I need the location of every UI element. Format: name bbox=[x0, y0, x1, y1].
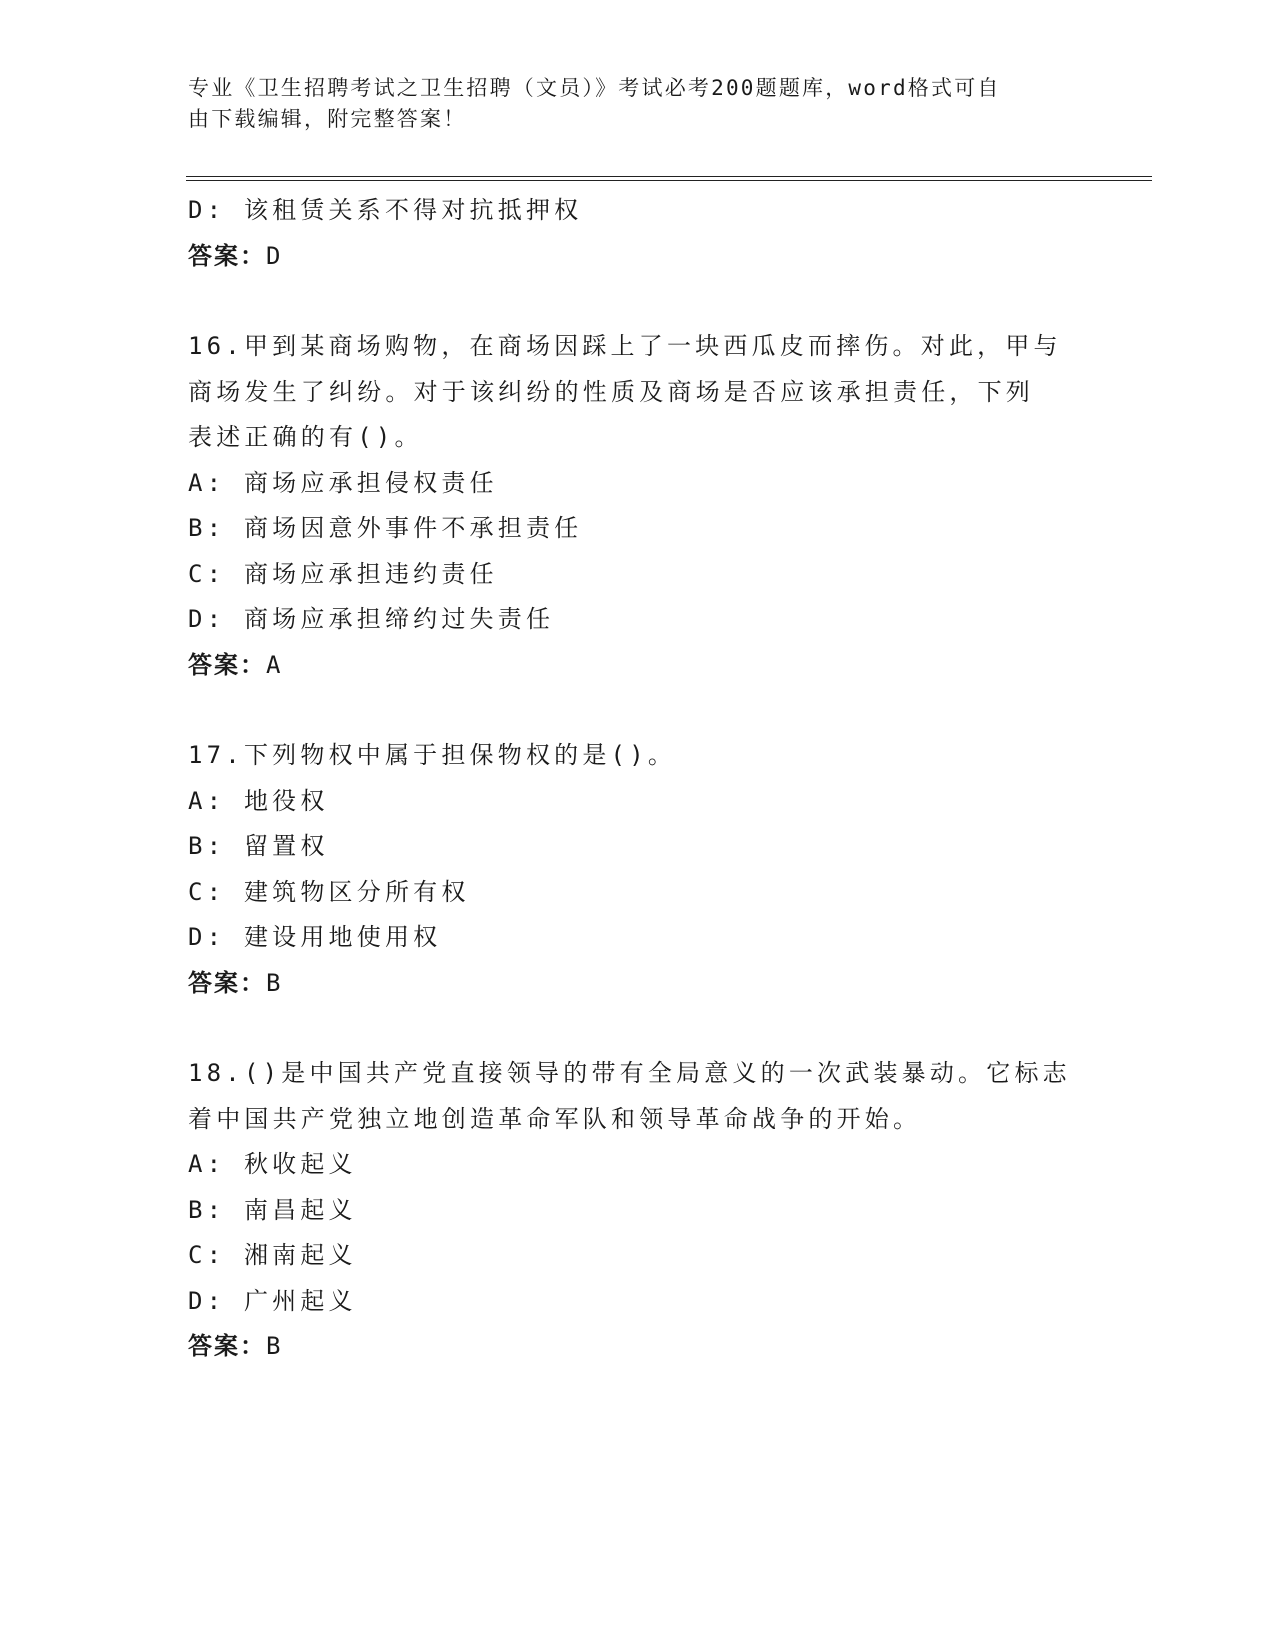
header-line-1: 专业《卫生招聘考试之卫生招聘（文员）》考试必考200题题库，word格式可自 bbox=[188, 76, 1001, 100]
answer bbox=[188, 961, 1088, 1007]
answer-value: A bbox=[266, 650, 283, 679]
option-a: A: 秋收起义 bbox=[188, 1150, 357, 1178]
answer-label: 答案： bbox=[188, 650, 266, 679]
stem-line: 着中国共产党独立地创造革命军队和领导革命战争的开始。 bbox=[188, 1104, 922, 1133]
option-c: C: 建筑物区分所有权 bbox=[188, 877, 470, 906]
answer-value: B bbox=[266, 968, 283, 997]
answer-label: 答案： bbox=[188, 241, 266, 270]
stem-line: 表述正确的有()。 bbox=[188, 423, 423, 451]
option-b: B: 留置权 bbox=[188, 832, 329, 860]
answer-label: 答案： bbox=[188, 968, 266, 997]
question-18 bbox=[188, 1051, 1088, 1370]
question-stem bbox=[188, 733, 1078, 779]
stem-line: 16.甲到某商场购物，在商场因踩上了一块西瓜皮而摔伤。对此，甲与 bbox=[188, 332, 1062, 360]
option-c: C: 湘南起义 bbox=[188, 1241, 357, 1269]
option-b: B: 商场因意外事件不承担责任 bbox=[188, 514, 583, 542]
answer-label: 答案： bbox=[188, 1332, 266, 1360]
answer bbox=[188, 1324, 1088, 1370]
stem-line: 18.()是中国共产党直接领导的带有全局意义的一次武装暴动。它标志 bbox=[188, 1059, 1071, 1087]
question-16 bbox=[188, 324, 1088, 688]
question-stem bbox=[188, 324, 1078, 461]
option-d: D: 广州起义 bbox=[188, 1286, 357, 1315]
question-17 bbox=[188, 733, 1088, 1006]
option-c: C: 商场应承担违约责任 bbox=[188, 559, 498, 588]
header-divider bbox=[186, 176, 1152, 181]
answer-value: B bbox=[266, 1332, 283, 1360]
answer-value: D bbox=[266, 241, 283, 270]
stem-line: 商场发生了纠纷。对于该纠纷的性质及商场是否应该承担责任，下列 bbox=[188, 377, 1034, 406]
option-a: A: 商场应承担侵权责任 bbox=[188, 468, 498, 497]
page-header bbox=[188, 73, 1088, 135]
document-body bbox=[188, 188, 1088, 1370]
stem-line: 17.下列物权中属于担保物权的是()。 bbox=[188, 741, 677, 769]
option-d: D: 建设用地使用权 bbox=[188, 923, 442, 951]
question-stem bbox=[188, 1051, 1078, 1142]
answer bbox=[188, 643, 1088, 689]
header-line-2: 由下载编辑，附完整答案！ bbox=[188, 107, 467, 131]
option-a: A: 地役权 bbox=[188, 786, 329, 815]
option-b: B: 南昌起义 bbox=[188, 1195, 357, 1224]
answer bbox=[188, 234, 1088, 280]
option-d: D: 商场应承担缔约过失责任 bbox=[188, 605, 555, 633]
option-d: D: 该租赁关系不得对抗抵押权 bbox=[188, 196, 583, 224]
